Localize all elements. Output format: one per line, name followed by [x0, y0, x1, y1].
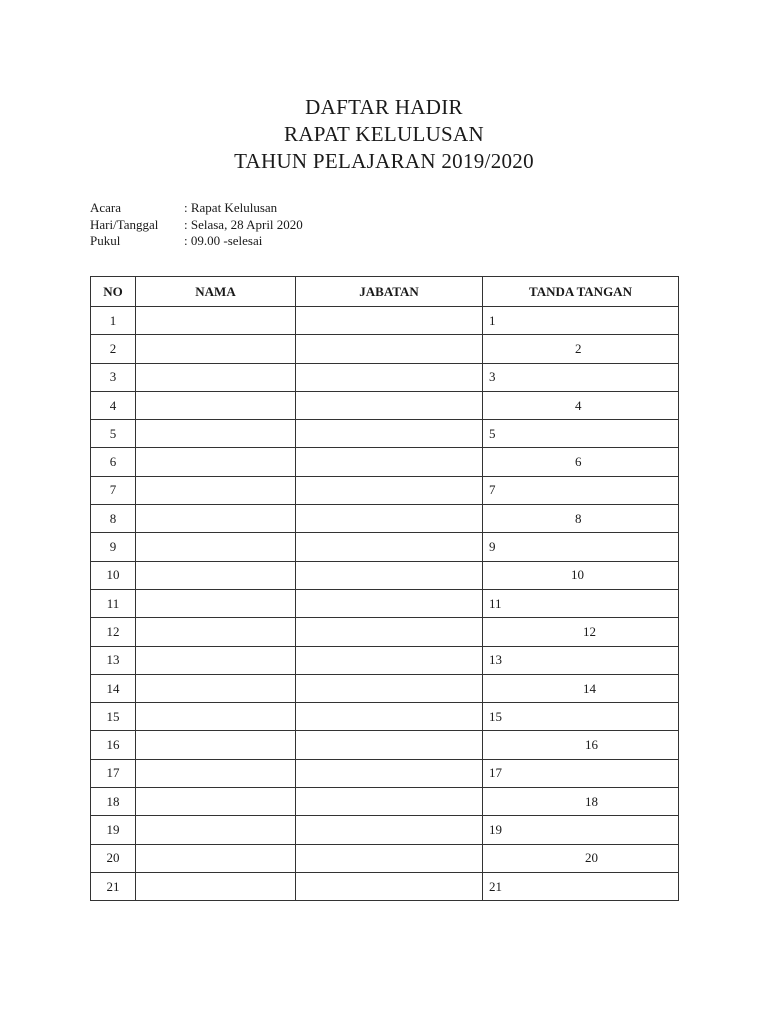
column-header-jabatan: JABATAN [296, 277, 483, 307]
signature-cell[interactable] [483, 505, 679, 533]
jabatan-cell[interactable] [296, 561, 483, 589]
table-row [91, 618, 679, 646]
table-row [91, 759, 679, 787]
signature-cell[interactable] [483, 703, 679, 731]
jabatan-cell[interactable] [296, 788, 483, 816]
table-row [91, 646, 679, 674]
table-row [91, 505, 679, 533]
row-number: 8 [91, 505, 136, 533]
document-title: DAFTAR HADIR [305, 95, 463, 119]
jabatan-cell[interactable] [296, 589, 483, 617]
info-label: Hari/Tanggal [90, 216, 159, 232]
jabatan-cell[interactable] [296, 307, 483, 335]
signature-cell[interactable] [483, 788, 679, 816]
jabatan-cell[interactable] [296, 391, 483, 419]
signature-number: 12 [583, 623, 596, 639]
signature-number: 5 [489, 425, 496, 441]
table-row [91, 589, 679, 617]
table-header-row [91, 277, 679, 307]
table-row [91, 476, 679, 504]
info-value: : Selasa, 28 April 2020 [184, 216, 303, 232]
jabatan-cell[interactable] [296, 816, 483, 844]
table-row [91, 363, 679, 391]
row-number: 20 [91, 844, 136, 872]
jabatan-cell[interactable] [296, 363, 483, 391]
row-number: 1 [91, 307, 136, 335]
signature-number: 17 [489, 765, 502, 781]
row-number: 5 [91, 420, 136, 448]
row-number: 15 [91, 703, 136, 731]
signature-number: 18 [585, 793, 598, 809]
signature-cell[interactable] [483, 618, 679, 646]
nama-cell[interactable] [136, 476, 296, 504]
row-number: 3 [91, 363, 136, 391]
table-row [91, 420, 679, 448]
table-row [91, 307, 679, 335]
signature-number: 11 [489, 595, 502, 611]
nama-cell[interactable] [136, 561, 296, 589]
document-subtitle-year: TAHUN PELAJARAN 2019/2020 [234, 149, 534, 173]
signature-number: 9 [489, 539, 496, 555]
jabatan-cell[interactable] [296, 703, 483, 731]
row-number: 9 [91, 533, 136, 561]
signature-number: 10 [571, 567, 584, 583]
signature-number: 3 [489, 369, 496, 385]
document-subtitle-event: RAPAT KELULUSAN [284, 122, 484, 146]
jabatan-cell[interactable] [296, 844, 483, 872]
table-row [91, 703, 679, 731]
nama-cell[interactable] [136, 844, 296, 872]
row-number: 18 [91, 788, 136, 816]
jabatan-cell[interactable] [296, 476, 483, 504]
signature-cell[interactable] [483, 872, 679, 900]
jabatan-cell[interactable] [296, 533, 483, 561]
attendance-table [90, 276, 679, 901]
row-number: 2 [91, 335, 136, 363]
signature-number: 7 [489, 482, 496, 498]
row-number: 4 [91, 391, 136, 419]
row-number: 12 [91, 618, 136, 646]
info-value: : Rapat Kelulusan [184, 200, 278, 215]
signature-number: 19 [489, 821, 502, 837]
signature-cell[interactable] [483, 759, 679, 787]
info-label: Acara [90, 200, 122, 215]
signature-cell[interactable] [483, 589, 679, 617]
info-label: Pukul [90, 233, 121, 248]
table-row [91, 674, 679, 702]
signature-cell[interactable] [483, 420, 679, 448]
jabatan-cell[interactable] [296, 335, 483, 363]
signature-number: 13 [489, 652, 502, 668]
signature-cell[interactable] [483, 307, 679, 335]
row-number: 7 [91, 476, 136, 504]
signature-cell[interactable] [483, 476, 679, 504]
signature-cell[interactable] [483, 646, 679, 674]
nama-cell[interactable] [136, 420, 296, 448]
row-number: 19 [91, 816, 136, 844]
table-row [91, 448, 679, 476]
table-row [91, 335, 679, 363]
nama-cell[interactable] [136, 816, 296, 844]
nama-cell[interactable] [136, 703, 296, 731]
row-number: 13 [91, 646, 136, 674]
nama-cell[interactable] [136, 505, 296, 533]
nama-cell[interactable] [136, 759, 296, 787]
signature-cell[interactable] [483, 363, 679, 391]
nama-cell[interactable] [136, 674, 296, 702]
table-row [91, 816, 679, 844]
jabatan-cell[interactable] [296, 420, 483, 448]
signature-number: 4 [575, 397, 582, 413]
signature-number: 20 [585, 850, 598, 866]
signature-number: 8 [575, 510, 582, 526]
table-row [91, 391, 679, 419]
table-row [91, 561, 679, 589]
signature-number: 15 [489, 708, 502, 724]
info-row-hari-tanggal [90, 217, 303, 234]
event-info [90, 200, 303, 250]
nama-cell[interactable] [136, 788, 296, 816]
signature-cell[interactable] [483, 816, 679, 844]
table-row [91, 844, 679, 872]
column-header-nama: NAMA [136, 277, 296, 307]
jabatan-cell[interactable] [296, 674, 483, 702]
signature-cell[interactable] [483, 674, 679, 702]
table-row [91, 731, 679, 759]
signature-number: 14 [583, 680, 596, 696]
signature-cell[interactable] [483, 844, 679, 872]
signature-number: 2 [575, 340, 582, 356]
signature-cell[interactable] [483, 335, 679, 363]
signature-number: 16 [585, 737, 598, 753]
column-header-tanda-tangan: TANDA TANGAN [483, 277, 679, 307]
signature-cell[interactable] [483, 731, 679, 759]
jabatan-cell[interactable] [296, 872, 483, 900]
nama-cell[interactable] [136, 307, 296, 335]
jabatan-cell[interactable] [296, 759, 483, 787]
row-number: 21 [91, 872, 136, 900]
row-number: 16 [91, 731, 136, 759]
nama-cell[interactable] [136, 646, 296, 674]
signature-cell[interactable] [483, 391, 679, 419]
nama-cell[interactable] [136, 618, 296, 646]
signature-number: 1 [489, 312, 496, 328]
table-row [91, 533, 679, 561]
jabatan-cell[interactable] [296, 646, 483, 674]
nama-cell[interactable] [136, 335, 296, 363]
table-row [91, 788, 679, 816]
nama-cell[interactable] [136, 391, 296, 419]
nama-cell[interactable] [136, 363, 296, 391]
row-number: 10 [91, 561, 136, 589]
signature-cell[interactable] [483, 561, 679, 589]
nama-cell[interactable] [136, 533, 296, 561]
row-number: 17 [91, 759, 136, 787]
jabatan-cell[interactable] [296, 448, 483, 476]
signature-cell[interactable] [483, 533, 679, 561]
info-row-pukul [90, 233, 303, 250]
nama-cell[interactable] [136, 589, 296, 617]
row-number: 11 [91, 589, 136, 617]
row-number: 14 [91, 674, 136, 702]
signature-number: 6 [575, 454, 582, 470]
info-row-acara [90, 200, 303, 217]
table-row [91, 872, 679, 900]
jabatan-cell[interactable] [296, 618, 483, 646]
nama-cell[interactable] [136, 872, 296, 900]
info-value: : 09.00 -selesai [184, 233, 263, 248]
nama-cell[interactable] [136, 448, 296, 476]
row-number: 6 [91, 448, 136, 476]
signature-cell[interactable] [483, 448, 679, 476]
nama-cell[interactable] [136, 731, 296, 759]
signature-number: 21 [489, 878, 502, 894]
jabatan-cell[interactable] [296, 731, 483, 759]
jabatan-cell[interactable] [296, 505, 483, 533]
column-header-no: NO [91, 277, 136, 307]
